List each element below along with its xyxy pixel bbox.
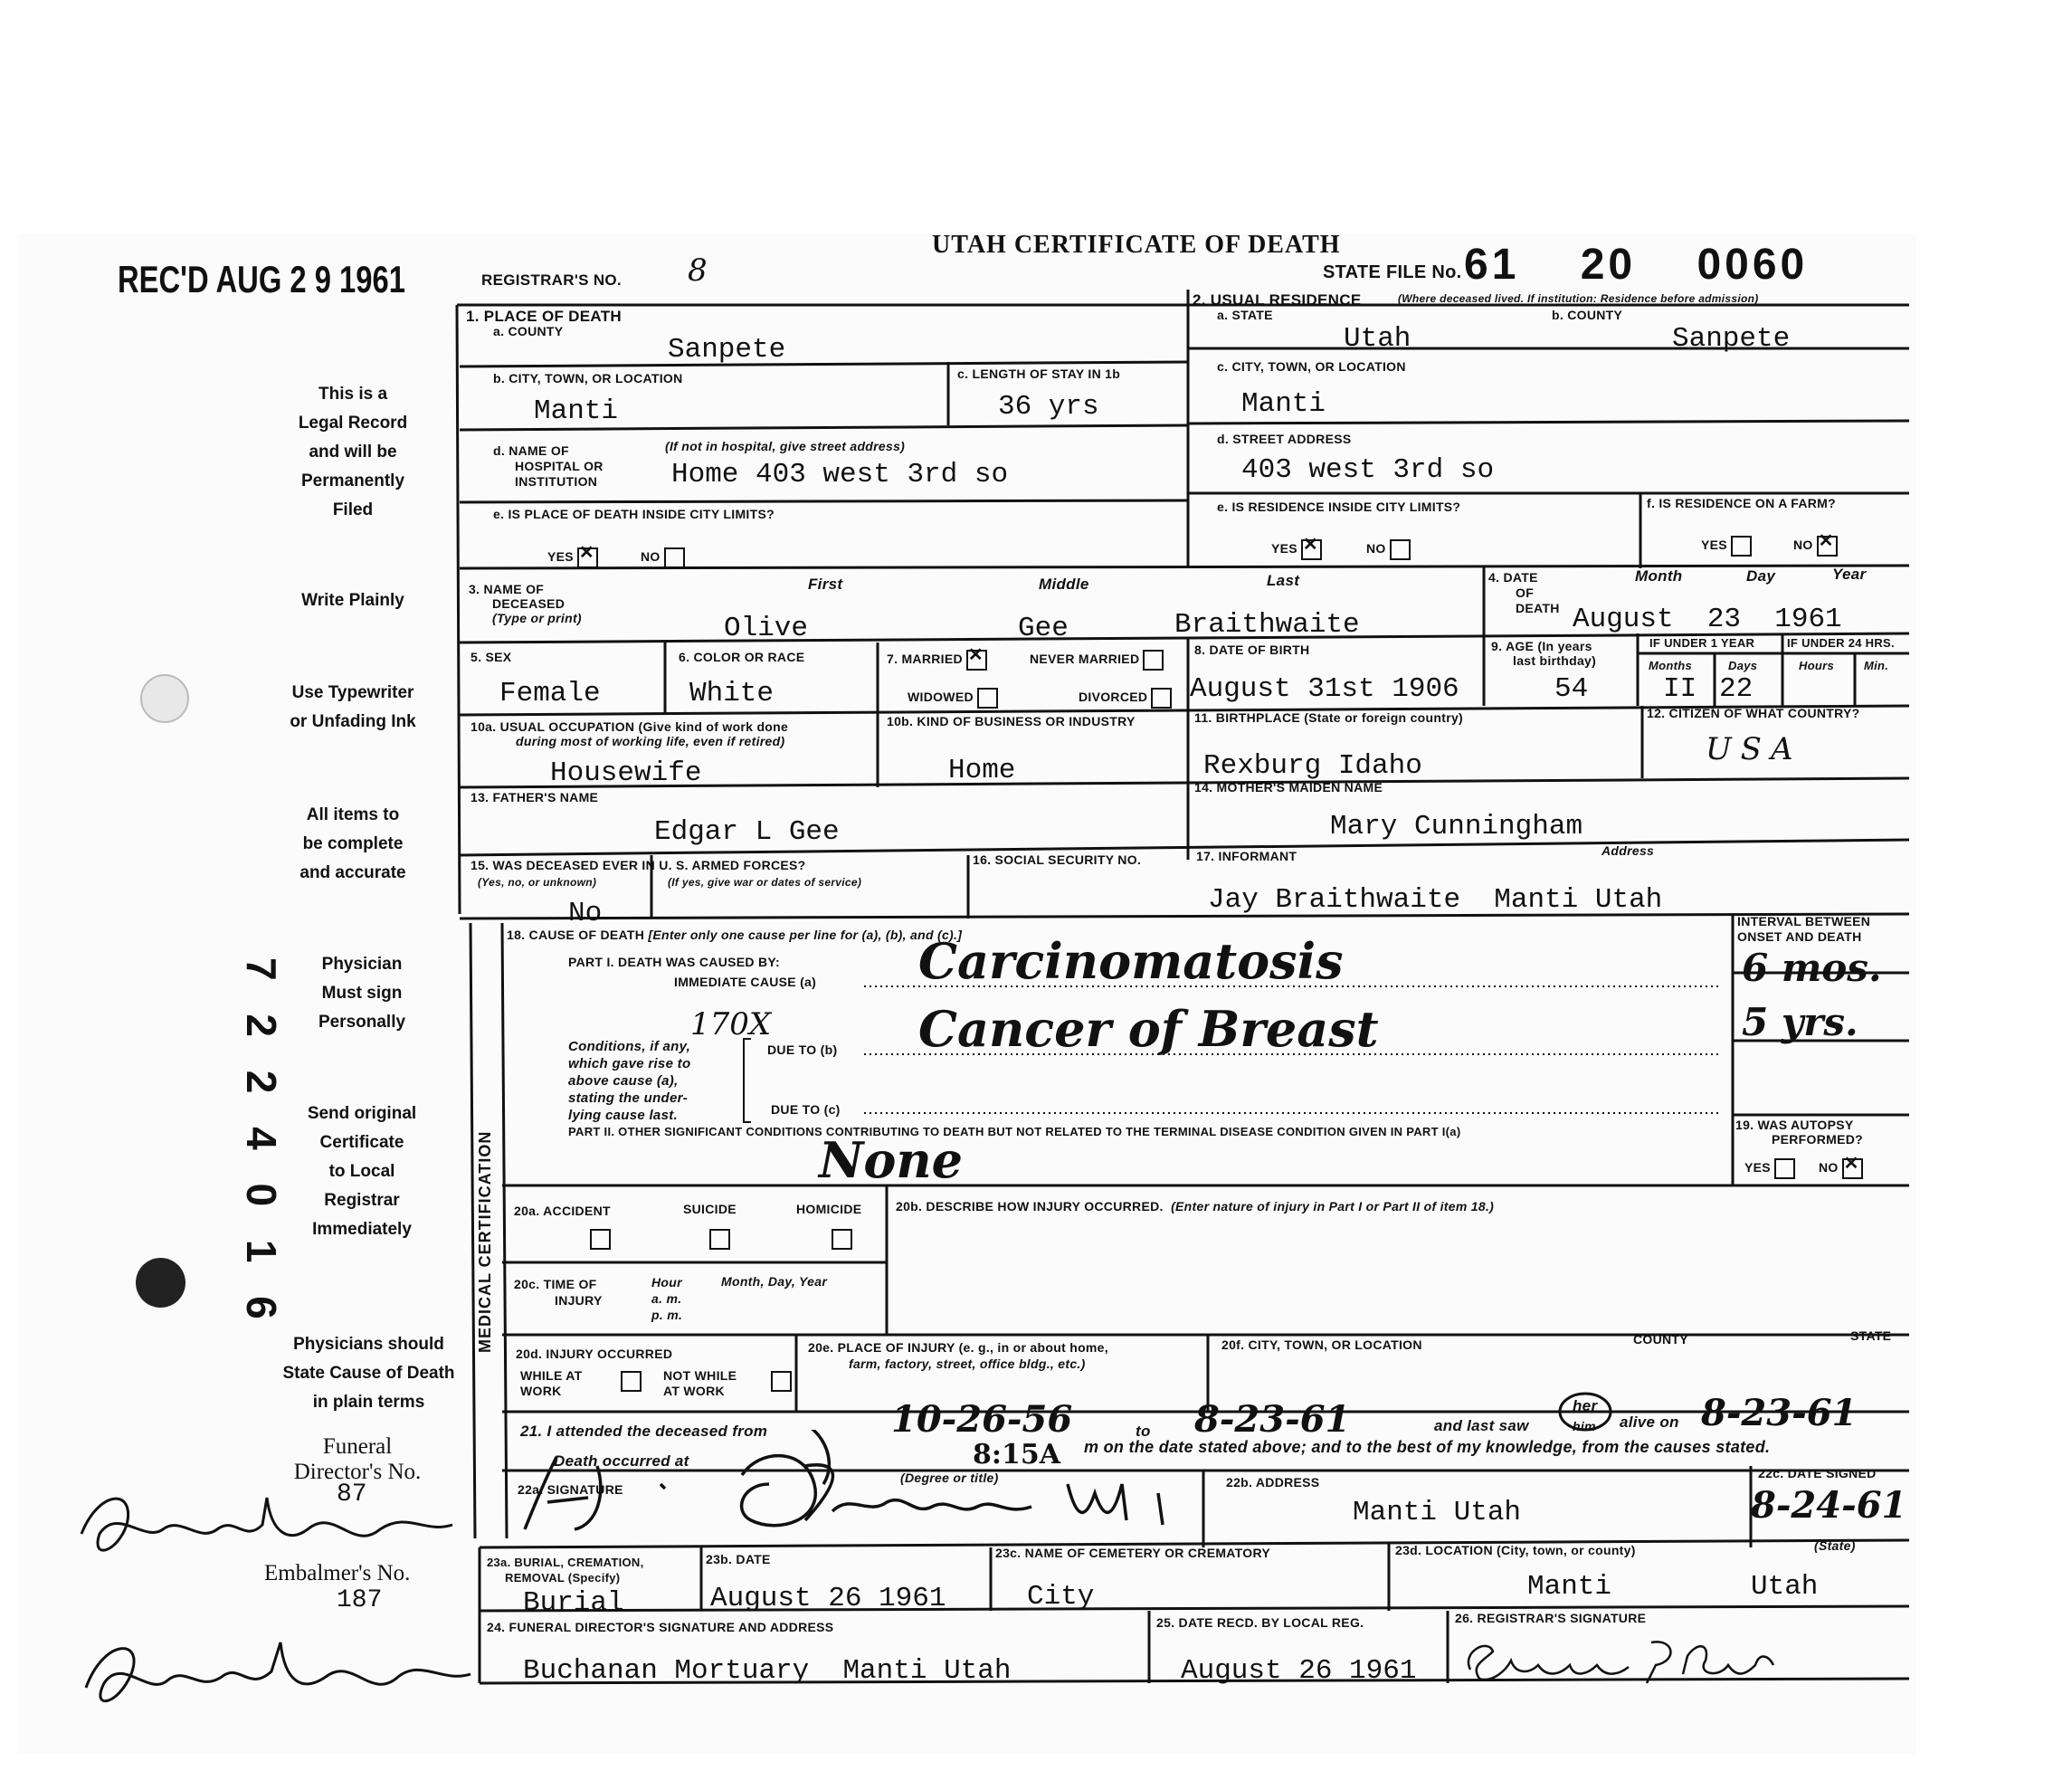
birth-date-label: 8. DATE OF BIRTH [1194,643,1310,657]
cemetery-label: 23c. NAME OF CEMETERY OR CREMATORY [995,1546,1270,1560]
homicide-checkbox[interactable] [828,1229,852,1250]
registrar-no: 8 [688,252,708,289]
residence-city-limits-yes[interactable]: YES✕ [1271,539,1322,560]
physician-signature [507,1430,1212,1547]
death-county: Sanpete [668,334,786,366]
days-label: Days [1728,659,1758,672]
never-married-option[interactable]: NEVER MARRIED [1030,650,1164,671]
funeral-director-signature-2 [63,1624,480,1724]
due-to-c-label: DUE TO (c) [771,1102,841,1117]
armed-forces-note-1: (Yes, no, or unknown) [478,876,597,889]
hour-label: Hour a. m. p. m. [651,1275,683,1322]
under-24-hrs-label: IF UNDER 24 HRS. [1787,636,1895,650]
funeral-director-signature-1 [63,1480,470,1570]
age-value: 54 [1554,673,1589,705]
last-saw-label: and last saw [1434,1417,1529,1434]
residence-street-label: d. STREET ADDRESS [1217,432,1352,446]
immediate-cause: Carcinomatosis [918,932,1344,990]
date-of-death: August 23 1961 [1573,604,1842,635]
stay-label: c. LENGTH OF STAY IN 1b [957,366,1121,381]
father-name: Edgar L Gee [654,816,840,848]
due-to-b-label: DUE TO (b) [767,1042,838,1057]
received-stamp: REC'D AUG 2 9 1961 [118,258,405,300]
accident-checkbox[interactable] [586,1229,611,1250]
signature-label: 22a. SIGNATURE [518,1482,623,1497]
informant-value: Jay Braithwaite Manti Utah [1208,884,1663,916]
burial-date: August 26 1961 [710,1583,946,1614]
injury-occurred-label: 20d. INJURY OCCURRED [516,1347,673,1361]
injury-description-label: 20b. DESCRIBE HOW INJURY OCCURRED. (Enter nature of injury in Part I or Part II of item 18.) [896,1199,1495,1214]
stamped-number: 7 2 2 4 0 1 6 [238,957,285,1330]
physician-address: Manti Utah [1353,1497,1522,1528]
death-city-limits-label: e. IS PLACE OF DEATH INSIDE CITY LIMITS? [493,507,775,521]
death-city-limits-no[interactable]: NO [641,547,685,568]
funeral-director-label: Funeral Director's No. [293,1434,422,1484]
age-months: II [1663,673,1697,705]
widowed-option[interactable]: WIDOWED [908,688,998,709]
interval-a: 6 mos. [1742,946,1882,990]
armed-forces-note-2: (If yes, give war or dates of service) [668,876,862,889]
race-label: 6. COLOR OR RACE [679,650,805,664]
occupation-label: 10a. USUAL OCCUPATION (Give kind of work done during most of working life, even if retired) [470,719,789,748]
residence-city-limits-no[interactable]: NO [1366,539,1411,560]
accident-label: 20a. ACCIDENT [514,1204,611,1218]
deceased-name-label: 3. NAME OF DECEASED (Type or print) [469,582,582,625]
death-time: 8:15A [973,1439,1060,1471]
attended-from: 10-26-56 [891,1398,1073,1441]
citizen-value: USA [1706,731,1802,767]
farm-no[interactable]: NO✕ [1793,536,1838,557]
to-label: to [1136,1423,1151,1440]
interval-b: 5 yrs. [1742,1000,1858,1044]
last-label: Last [1267,572,1300,589]
citizen-label: 12. CITIZEN OF WHAT COUNTRY? [1647,706,1860,720]
burial-method: Burial [523,1587,624,1619]
farm-label: f. IS RESIDENCE ON A FARM? [1647,496,1836,510]
injury-county-label: COUNTY [1633,1332,1688,1347]
county-label: a. COUNTY [493,324,564,338]
classification-code: 170X [690,1006,772,1042]
state-file-number: 61 20 0060 [1464,241,1809,289]
business-value: Home [948,755,1016,786]
sex-label: 5. SEX [470,650,512,664]
burial-date-label: 23b. DATE [706,1552,771,1566]
hours-label: Hours [1799,659,1835,672]
business-label: 10b. KIND OF BUSINESS OR INDUSTRY [887,714,1136,728]
place-of-injury-label: 20e. PLACE OF INJURY (e. g., in or about home, farm, factory, street, office bldg., etc.) [808,1340,1108,1371]
autopsy-no[interactable]: NO✕ [1819,1158,1863,1179]
residence-county-label: b. COUNTY [1552,308,1623,322]
attended-label: 21. I attended the deceased from [520,1423,768,1440]
min-label: Min. [1864,659,1889,672]
burial-location-label: 23d. LOCATION (City, town, or county) [1395,1543,1636,1557]
cemetery-name: City [1027,1581,1095,1613]
note-write-plainly: Write Plainly [301,591,404,610]
race-value: White [689,678,775,709]
conditions-label: Conditions, if any, which gave rise to above cause (a), stating the under- lying cause last. [568,1039,691,1123]
birthplace-value: Rexburg Idaho [1203,750,1422,782]
registrar-signature [1457,1629,1782,1692]
cause-of-death-label: 18. CAUSE OF DEATH [Enter only one cause per line for (a), (b), and (c).] [507,928,963,942]
hospital-note: (If not in hospital, give street address) [665,439,906,453]
not-while-at-work[interactable]: NOT WHILE AT WORK [663,1368,737,1398]
usual-residence-label: 2. USUAL RESIDENCE [1193,291,1362,309]
middle-label: Middle [1039,576,1089,593]
residence-street: 403 west 3rd so [1241,454,1495,486]
death-city: Manti [534,395,619,427]
attended-to: 8-23-61 [1194,1398,1351,1441]
certificate-title: UTAH CERTIFICATE OF DEATH [932,231,1341,259]
armed-forces-label: 15. WAS DECEASED EVER IN U. S. ARMED FORCES? [470,858,806,872]
date-recd: August 26 1961 [1181,1655,1417,1687]
divorced-option[interactable]: DIVORCED [1079,688,1172,709]
cause-b: Cancer of Breast [918,1000,1379,1058]
physician-address-label: 22b. ADDRESS [1226,1475,1320,1490]
age-days: 22 [1719,673,1754,705]
informant-address-label: Address [1602,843,1655,858]
funeral-director-address: Buchanan Mortuary Manti Utah [523,1655,1012,1687]
part-2-value: None [819,1131,963,1189]
part-1-label: PART I. DEATH WAS CAUSED BY: [568,955,780,969]
embalmer-no: 187 [337,1586,383,1614]
autopsy-yes[interactable]: YES [1744,1158,1795,1179]
father-label: 13. FATHER'S NAME [470,790,599,804]
occupation-value: Housewife [550,757,702,789]
birth-date: August 31st 1906 [1190,673,1459,705]
farm-yes[interactable]: YES [1701,536,1752,557]
date-signed: 8-24-61 [1751,1484,1907,1527]
alive-on: 8-23-61 [1701,1392,1858,1434]
injury-city-label: 20f. CITY, TOWN, OR LOCATION [1221,1337,1422,1352]
note-complete: All items to be complete and accurate [299,805,406,882]
burial-location-city: Manti [1527,1571,1612,1603]
burial-method-label: 23a. BURIAL, CREMATION, REMOVAL (Specify) [487,1556,644,1585]
suicide-checkbox[interactable] [706,1229,730,1250]
birthplace-label: 11. BIRTHPLACE (State or foreign country) [1194,710,1463,725]
length-of-stay: 36 yrs [998,391,1099,423]
injury-state-label: STATE [1850,1328,1892,1343]
age-label: 9. AGE (In years last birthday) [1491,639,1597,668]
while-at-work-checkbox[interactable] [617,1371,642,1392]
degree-label: (Degree or title) [900,1471,999,1485]
state-file-label: STATE FILE No. [1323,262,1462,282]
part-2-label: PART II. OTHER SIGNIFICANT CONDITIONS CONTRIBUTING TO DEATH BUT NOT RELATED TO THE TERMINAL DISEASE CONDITION GIVEN IN PART I(a) [568,1125,1461,1138]
ssn-label: 16. SOCIAL SECURITY NO. [973,852,1142,867]
hospital-name: Home 403 west 3rd so [671,459,1009,490]
mother-label: 14. MOTHER'S MAIDEN NAME [1194,780,1383,795]
month-label: Month [1635,567,1683,585]
time-of-injury-label: 20c. TIME OF INJURY [514,1277,603,1308]
suicide-label: SUICIDE [683,1202,737,1216]
death-occurred-label: Death occurred at [554,1452,689,1470]
married-option[interactable]: 7. MARRIED✕ [887,650,987,671]
note-legal-record: This is a Legal Record and will be Permanently Filed [298,385,408,519]
registrar-signature-label: 26. REGISTRAR'S SIGNATURE [1455,1611,1647,1625]
residence-county: Sanpete [1672,323,1791,355]
funeral-director-sig-label: 24. FUNERAL DIRECTOR'S SIGNATURE AND ADDRESS [487,1620,834,1634]
while-at-work[interactable]: WHILE AT WORK [520,1368,583,1398]
deceased-first-name: Olive [724,613,809,644]
mother-name: Mary Cunningham [1330,811,1583,842]
burial-location-state: Utah [1751,1571,1819,1603]
note-send-original: Send original Certificate to Local Registrar Immediately [307,1104,417,1239]
usual-residence-note: (Where deceased lived. If institution: Residence before admission) [1398,292,1759,305]
under-1-year-label: IF UNDER 1 YEAR [1649,636,1755,650]
medical-certification-side-label: MEDICAL CERTIFICATION [476,1130,494,1353]
her-option: her [1573,1397,1598,1414]
month-day-year-label: Month, Day, Year [721,1274,828,1289]
residence-state-label: a. STATE [1217,308,1273,322]
residence-city-label: c. CITY, TOWN, OR LOCATION [1217,359,1406,374]
residence-city: Manti [1241,388,1326,420]
note-plain-terms: Physicians should State Cause of Death in plain terms [282,1335,455,1412]
funeral-director-no: 87 [337,1480,367,1509]
note-typewriter: Use Typewriter or Unfading Ink [290,683,416,731]
residence-city-limits-label: e. IS RESIDENCE INSIDE CITY LIMITS? [1217,500,1461,514]
registrar-no-label: REGISTRAR'S NO. [481,271,622,289]
residence-state: Utah [1344,323,1411,355]
informant-label: 17. INFORMANT [1196,849,1297,863]
first-label: First [808,576,843,593]
embalmer-label: Embalmer's No. [264,1561,411,1585]
him-option: him [1573,1419,1596,1433]
date-recd-label: 25. DATE RECD. BY LOCAL REG. [1156,1615,1364,1630]
day-label: Day [1746,567,1776,585]
alive-on-label: alive on [1620,1414,1679,1431]
homicide-label: HOMICIDE [796,1202,862,1216]
hospital-label: d. NAME OF HOSPITAL OR INSTITUTION [493,443,604,489]
interval-label: INTERVAL BETWEEN ONSET AND DEATH [1737,914,1871,944]
death-city-limits-yes[interactable]: YES✕ [547,547,598,568]
burial-state-label: (State) [1814,1538,1856,1553]
place-of-death-label: 1. PLACE OF DEATH [466,308,622,325]
attest-text: m on the date stated above; and to the best of my knowledge, from the causes stated. [1084,1438,1771,1456]
year-label: Year [1832,566,1867,583]
date-signed-label: 22c. DATE SIGNED [1758,1466,1877,1480]
deceased-last-name: Braithwaite [1174,609,1360,641]
not-while-at-work-checkbox[interactable] [767,1371,792,1392]
deceased-middle-name: Gee [1018,613,1069,644]
note-physician-sign: Physician Must sign Personally [318,955,406,1032]
city-label: b. CITY, TOWN, OR LOCATION [493,371,683,386]
sex-value: Female [499,678,601,709]
armed-forces-value: No [568,898,603,929]
immediate-cause-label: IMMEDIATE CAUSE (a) [674,975,817,989]
autopsy-label: 19. WAS AUTOPSY PERFORMED? [1735,1118,1863,1147]
months-label: Months [1649,659,1693,672]
date-of-death-label: 4. DATE OF DEATH [1488,570,1560,615]
